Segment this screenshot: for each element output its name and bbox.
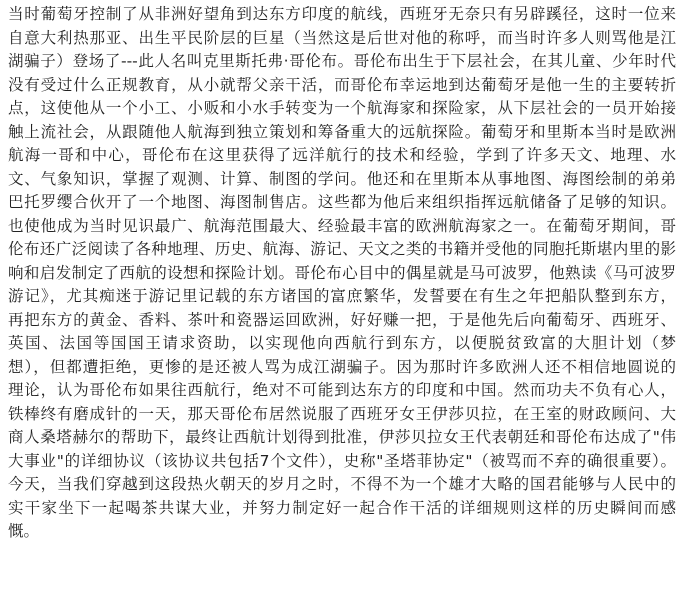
text-line: 自意大利热那亚、出生平民阶层的巨星（当然这是后世对他的称呼，而当时许多人则骂他是江 bbox=[8, 28, 676, 47]
text-line: 伦布还广泛阅读了各种地理、历史、航海、游记、天文之类的书籍并受他的同胞托斯堪内里的影 bbox=[8, 240, 676, 258]
text-line: 今天，当我们穿越到这段热火朝天的岁月之时，不得不为一个雄才大略的国君能够与人民中的 bbox=[8, 475, 676, 493]
text-line: 商人桑塔赫尔的帮助下，最终让西航计划得到批准，伊莎贝拉女王代表朝廷和哥伦布达成了"伟 bbox=[8, 428, 676, 446]
text-line: 巴托罗缨合伙开了一个地图、海图制售店。这些都为他后来组织指挥远航储备了足够的知识。 bbox=[8, 193, 676, 211]
text-line: 再把东方的黄金、香料、茶叶和瓷器运回欧洲，好好赚一把，于是他先后向葡萄牙、西班牙、 bbox=[8, 310, 676, 329]
text-line: 想），但都遭拒绝，更惨的是还被人骂为成江湖骗子。因为那时许多欧洲人还不相信地圆说的 bbox=[8, 357, 676, 376]
text-line: 文、气象知识，掌握了观测、计算、制图的学问。他还和在里斯本从事地图、海图绘制的弟弟 bbox=[8, 169, 676, 188]
text-line: 响和启发制定了西航的设想和探险计划。哥伦布心目中的偶星就是马可波罗，他熟读《马可波罗 bbox=[8, 263, 676, 282]
article-body bbox=[8, 3, 676, 544]
text-line: 实干家坐下一起喝茶共谋大业，并努力制定好一起合作干活的详细规则这样的历史瞬间而感 bbox=[8, 498, 676, 517]
text-line: 理论，认为哥伦布如果往西航行，绝对不可能到达东方的印度和中国。然而功夫不负有心人， bbox=[8, 381, 676, 399]
text-line: 也使他成为当时见识最广、航海范围最大、经验最丰富的欧洲航海家之一。在葡萄牙期间，哥 bbox=[8, 216, 676, 235]
text-line: 触上流社会，从跟随他人航海到独立策划和筹备重大的远航探险。葡萄牙和里斯本当时是欧洲 bbox=[8, 122, 676, 141]
text-line: 铁棒终有磨成针的一天，那天哥伦布居然说服了西班牙女王伊莎贝拉，在王室的财政顾问、大 bbox=[8, 404, 676, 423]
text-line: 航海一哥和中心，哥伦布在这里获得了远洋航行的技术和经验，学到了许多天文、地理、水 bbox=[8, 146, 676, 164]
text-line: 英国、法国等国国王请求资助，以实现他向西航行到东方，以便脱贫致富的大胆计划（梦 bbox=[8, 334, 676, 352]
text-line: 慨。 bbox=[8, 522, 40, 540]
text-line: 当时葡萄牙控制了从非洲好望角到达东方印度的航线，西班牙无奈只有另辟蹊径，这时一位来 bbox=[8, 5, 676, 23]
text-line: 游记》，尤其痴迷于游记里记载的东方诸国的富庶繁华，发誓要在有生之年把船队整到东方， bbox=[8, 287, 676, 305]
text-line: 点，这使他从一个小工、小贩和小水手转变为一个航海家和探险家，从下层社会的一员开始接 bbox=[8, 99, 676, 117]
text-line: 没有受过什么正规教育，从小就帮父亲干活，而哥伦布幸运地到达葡萄牙是他一生的主要转折 bbox=[8, 75, 676, 94]
text-line: 湖骗子）登场了---此人名叫克里斯托弗·哥伦布。哥伦布出生于下层社会，在其儿童、少年时代 bbox=[8, 52, 676, 70]
text-line: 大事业"的详细协议（该协议共包括7个文件），史称"圣塔菲协定"（被骂而不弃的确很重要）。 bbox=[8, 451, 676, 470]
